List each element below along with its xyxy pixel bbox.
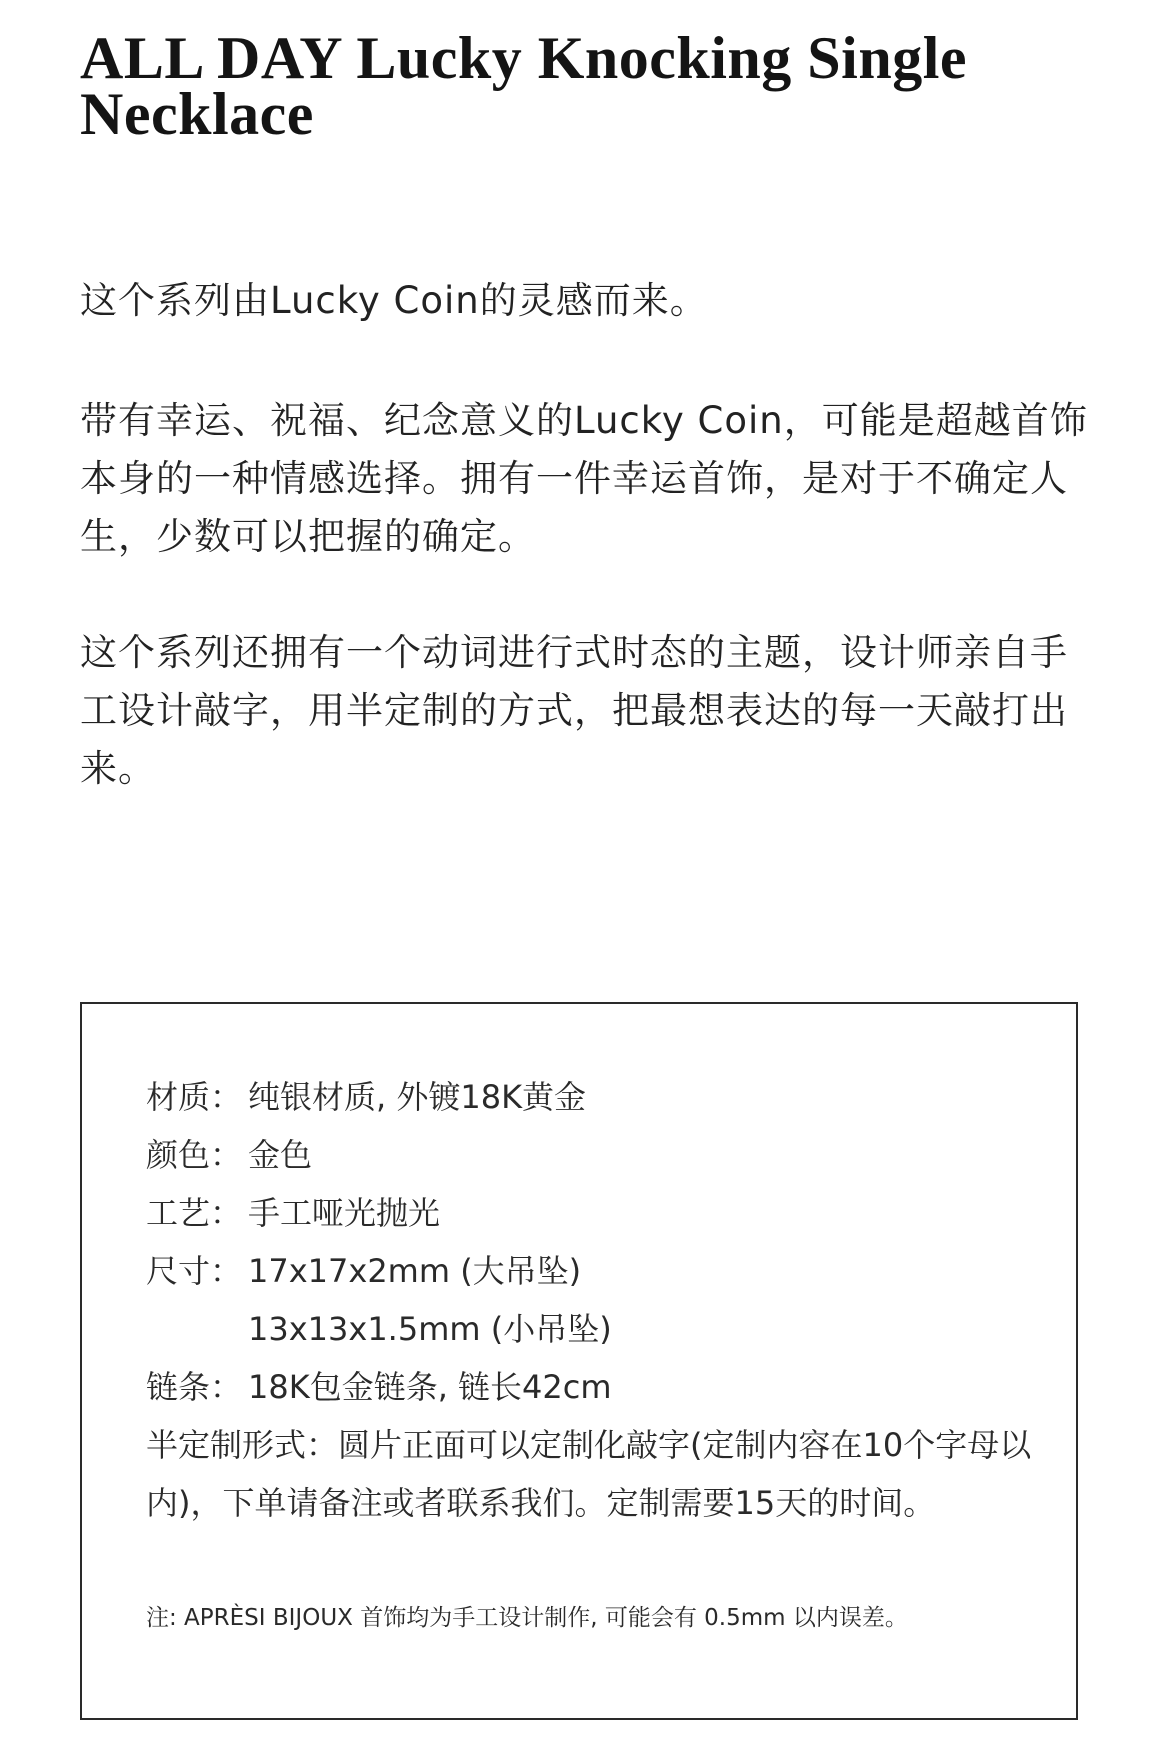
product-title: ALL DAY Lucky Knocking Single Necklace [80, 25, 967, 147]
spec-label-material: 材质： [146, 1078, 243, 1116]
description-paragraph-2: 带有幸运、祝福、纪念意义的Lucky Coin，可能是超越首饰本身的一种情感选择。拥有一件幸运首饰，是对于不确定人生，少数可以把握的确定。 [80, 399, 1088, 558]
spec-label-size: 尺寸： [146, 1252, 243, 1290]
spec-row-size [146, 1242, 1046, 1300]
spec-value-color: 金色 [248, 1136, 313, 1174]
spec-label-craft: 工艺： [146, 1194, 243, 1232]
spec-label-color: 颜色： [146, 1136, 243, 1174]
spec-value-size-small: 13x13x1.5mm (小吊坠) [248, 1310, 612, 1348]
spec-custom-note: 半定制形式：圆片正面可以定制化敲字(定制内容在10个字母以内)，下单请备注或者联系我们。定制需要15天的时间。 [146, 1426, 1032, 1522]
handmade-footnote: 注: APRÈSI BIJOUX 首饰均为手工设计制作, 可能会有 0.5mm 以内误差。 [146, 1605, 908, 1631]
spec-value-chain: 18K包金链条, 链长42cm [248, 1368, 612, 1406]
spec-row-color [146, 1126, 1046, 1184]
description-paragraph-1: 这个系列由Lucky Coin的灵感而来。 [80, 279, 708, 322]
spec-row-craft [146, 1184, 1046, 1242]
description-paragraph-3: 这个系列还拥有一个动词进行式时态的主题，设计师亲自手工设计敲字，用半定制的方式，把最想表达的每一天敲打出来。 [80, 631, 1068, 790]
spec-value-craft: 手工哑光抛光 [248, 1194, 441, 1232]
spec-row-chain [146, 1358, 1046, 1416]
specifications-list [146, 1068, 1046, 1532]
spec-label-chain: 链条： [146, 1368, 243, 1406]
spec-row-material [146, 1068, 1046, 1126]
specifications-box [80, 1002, 1078, 1720]
spec-value-size-large: 17x17x2mm (大吊坠) [248, 1252, 582, 1290]
spec-row-size-small [146, 1300, 1046, 1358]
spec-value-material: 纯银材质, 外镀18K黄金 [248, 1078, 587, 1116]
